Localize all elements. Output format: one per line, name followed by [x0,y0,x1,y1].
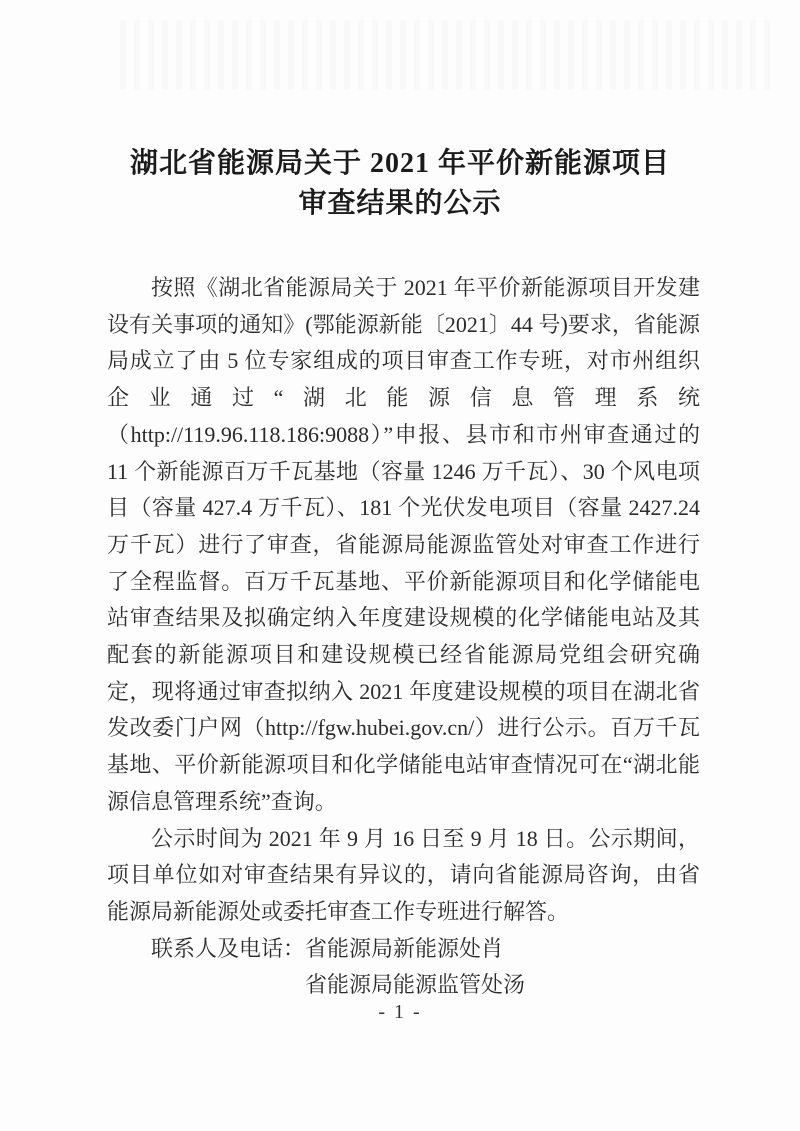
document-title [0,0,800,224]
document-body [107,270,700,1004]
contact-line-new-energy-division: 联系人及电话：省能源局新能源处肖 [151,935,504,961]
document-title-line1: 湖北省能源局关于 2021 年平价新能源项目 [129,148,670,179]
paragraph-review-process: 按照《湖北省能源局关于 2021 年平价新能源项目开发建设有关事项的通知》(鄂能源新能〔2021〕44 号)要求，省能源局成立了由 5 位专家组成的项目审查工作专班，对市州组织企业通过“湖北能源信息管理系统（http://119.96.118.186:9088）”申报、县市和市州审查通过的 11 个新能源百万千瓦基地（容量 1246 万千瓦）、30 个风电项目（容量 427.4 万千瓦）、181 个光伏发电项目（容量 2427.24 万千瓦）进行了审查，省能源局能源监管处对审查工作进行了全程监督。百万千瓦基地、平价新能源项目和化学储能电站审查结果及拟确定纳入年度建设规模的化学储能电站及其配套的新能源项目和建设规模已经省能源局党组会研究确定，现将通过审查拟纳入 2021 年度建设规模的项目在湖北省发改委门户网（http://fgw.hubei.gov.cn/）进行公示。百万千瓦基地、平价新能源项目和化学储能电站审查情况可在“湖北能源信息管理系统”查询。 [107,275,700,814]
page-number: - 1 - [378,1001,422,1023]
document-title-line2: 审查结果的公示 [298,188,502,219]
contact-line-energy-supervision-division: 省能源局能源监管处汤 [305,972,526,998]
paragraph-publicity-period: 公示时间为 2021 年 9 月 16 日至 9 月 18 日。公示期间，项目单位如对审查结果有异议的，请向省能源局咨询，由省能源局新能源处或委托审查工作专班进行解答。 [107,825,700,924]
